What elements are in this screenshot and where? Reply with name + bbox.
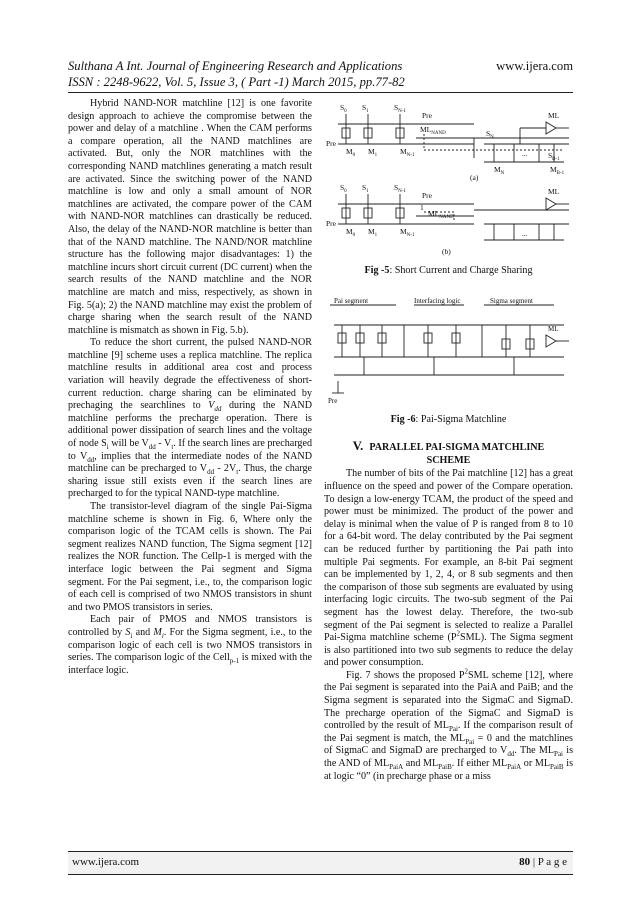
footer-page-number: 80 | P a g e bbox=[519, 856, 567, 868]
section-title-line1: PARALLEL PAI-SIGMA MATCHLINE bbox=[369, 442, 545, 454]
fig5-label-mn1: $M_{N-1}$ bbox=[400, 147, 415, 158]
header-journal-line: Sulthana A Int. Journal of Engineering Research and Applications bbox=[68, 59, 403, 73]
text-run: is at logic “0” (in precharge phase or a miss bbox=[324, 758, 573, 782]
fig6-label-ml: ML bbox=[548, 325, 559, 334]
figure-6-circuit-diagram bbox=[324, 295, 573, 407]
text-run: will be V bbox=[111, 438, 149, 450]
section-number: V. bbox=[352, 439, 364, 454]
section-title-line2: SCHEME bbox=[426, 455, 471, 467]
fig5-label-sb1: $S_{B-1}$ bbox=[548, 151, 560, 162]
fig5-label-pre-left-b: Pre bbox=[326, 219, 336, 228]
fig5-label-sn1-b: $S_{N-1}$ bbox=[394, 183, 406, 194]
figure-6-caption-text: : Pai-Sigma Matchline bbox=[415, 413, 507, 425]
text-run: . If the search lines are precharged to V bbox=[68, 438, 312, 462]
text-run: during the NAND matchline performs the precharge operation. There is additional power dissipation of search lines and the voltage of node S bbox=[68, 400, 312, 450]
fig5-label-one-b: 1 bbox=[420, 203, 424, 212]
paragraph-pulsed-nand-nor: To reduce the short current, the pulsed NAND-NOR matchline [9] scheme uses a replica matchline. The replica matchline results in additional area cost and process variation will heavily degrade the effectiveness of short-current reduction. charge sharing can be eliminated by prechaging the searchlines to $V_{dd}$ during the NAND matchline performs the precharge operation. There is additional power dissipation of search lines and the voltage of node $S_i$ will be $V_{dd} - V_t$. If the search lines are precharged to $V_{dd}$, implies that the intermediate nodes of the NAND matchline can be precharged to $V_{dd} - 2V_t$. Thus, the charge sharing issue still exists even if the search lines are precharged to for the typical NAND-type matchline. bbox=[68, 337, 312, 500]
paragraph-pmos-nmos: Each pair of PMOS and NMOS transistors is controlled by $S_i$ and $M_i$. For the Sigma segment, i.e., to the comparison logic of each cell is two NMOS transistors in series. The comparison logic of the Cell$_{p-1}$ is mixed with the interface logic. bbox=[68, 614, 312, 676]
figure-5-caption-text: : Short Current and Charge Sharing bbox=[389, 264, 533, 276]
text-run: = 0 and the matchlines of SigmaC and SigmaD are precharged to V bbox=[324, 732, 573, 757]
text-run: Fig. 7 shows the proposed P bbox=[346, 669, 465, 681]
text-run: The number of bits of the Pai matchline [12] has a great influence on the speed and power of the Compare operation. To design a low-energy TCAM, the product of the speed and power must be minimized. The product of the power and delay is minimal when the value of P is ranged from 8 to 10 for a 64-bit word. The delay contributed by the Pai segment can be reduced further by partitioning the Pai path into multiple Pai segments. For example, an 8-bit Pai segment can be implemented by 1, 2, 4, or 8 sub segments and then the comparison of those sub segments are evaluated by using interfacing logic circuits. The two-sub segment of the Pai segment has the lowest delay. Therefore, the two-sub segment of the Pai segment is selected to realize a Parallel Pai-Sigma matchline scheme (P bbox=[324, 468, 573, 644]
text-run: To reduce the short current, the pulsed NAND-NOR matchline [9] scheme uses a replica matchline. The replica matchline results in additional area cost and process variation will heavily degrade the effectiveness of short-current reduction. charge sharing can be eliminated by prechaging the searchlines to bbox=[68, 337, 312, 412]
fig5-label-pre-a: Pre bbox=[422, 111, 432, 120]
section-heading bbox=[324, 440, 573, 467]
text-run: . Thus, the charge sharing issue still exists even if the search lines are precharged to for the typical NAND-type matchline. bbox=[68, 463, 312, 500]
fig5-label-mlnand-a: $ML_{NAND}$ bbox=[420, 125, 446, 136]
fig5-label-mlnand-b: $ML_{NAND}$ bbox=[428, 209, 454, 220]
fig5-label-s0: $S_0$ bbox=[340, 103, 347, 114]
fig5-label-b: (b) bbox=[442, 247, 451, 256]
fig5-label-a: (a) bbox=[470, 173, 479, 182]
text-run: or ML bbox=[523, 758, 550, 770]
page-footer bbox=[68, 851, 573, 875]
header-issn-line: ISSN : 2248-9622, Vol. 5, Issue 3, ( Part -1) March 2015, pp.77-82 bbox=[68, 75, 405, 89]
fig5-label-ml-a: ML bbox=[548, 111, 560, 120]
fig6-label-pre: Pre bbox=[328, 397, 338, 406]
paragraph-p2sml: Fig. 7 shows the proposed $P^2SML$ scheme [12], where the Pai segment is separated into the PaiA and PaiB; and the Sigma segment is separated into the SigmaC and SigmaD. The precharge operation of the SigmaC and SigmaD is controlled by the result of $ML_{Pai}$. If the comparison result of the Pai segment is match, the $ML_{Pai} = 0$ and the matchlines of SigmaC and SigmaD are precharged to $V_{dd}$. The $ML_{Pai}$ is the AND of $ML_{PaiA}$ and $ML_{PaiB}$. If either $ML_{PaiA}$ or $ML_{PaiB}$ is at logic “0” (in precharge phase or a miss bbox=[324, 667, 574, 782]
figure-5 bbox=[324, 98, 573, 277]
text-run: SML). The Sigma segment is also partitioned into two sub segments to reduce the delay and power consumption. bbox=[324, 632, 574, 669]
text-run: is the AND of ML bbox=[324, 745, 573, 770]
figure-5-caption bbox=[324, 265, 573, 278]
fig5-label-s1: $S_1$ bbox=[362, 103, 369, 114]
fig5-dots-a: ... bbox=[522, 149, 528, 158]
fig5-label-s1-b: $S_1$ bbox=[362, 183, 369, 194]
figure-5-circuit-diagram bbox=[324, 98, 573, 258]
fig5-label-m1-b: $M_1$ bbox=[368, 227, 378, 238]
fig5-label-s0-b: $S_0$ bbox=[340, 183, 347, 194]
figure-6 bbox=[324, 295, 573, 426]
text-run: . If either ML bbox=[451, 758, 508, 770]
text-run: SML scheme [12], where the Pai segment is separated into the PaiA and PaiB; and the Sigma segment is separated into the SigmaC and SigmaD. The precharge operation of the SigmaC and SigmaD is controlled by the result of ML bbox=[324, 669, 574, 732]
header-url[interactable]: www.ijera.com bbox=[496, 59, 573, 73]
figure-6-caption bbox=[324, 414, 573, 427]
fig5-label-mn: $M_N$ bbox=[494, 165, 505, 176]
fig5-label-m0-b: $M_0$ bbox=[346, 227, 356, 238]
paragraph-pai-bits: The number of bits of the Pai matchline [12] has a great influence on the speed and power of the Compare operation. To design a low-energy TCAM, the product of the speed and power must be minimized. The product of the power and delay is minimal when the value of P is ranged from 8 to 10 for a 64-bit word. The delay contributed by the Pai segment can be reduced further by partitioning the Pai path into multiple Pai segments. For example, an 8-bit Pai segment can be implemented by 1, 2, 4, or 8 sub segments and then the comparison of those sub segments are evaluated by using interfacing logic circuits. The two-sub segment of the Pai segment has the lowest delay. Therefore, the two-sub segment of the Pai segment is selected to realize a Parallel Pai-Sigma matchline scheme $(P^2SML)$. The Sigma segment is also partitioned into two sub segments to reduce the delay and power consumption. bbox=[324, 468, 574, 669]
fig5-label-ml-b: ML bbox=[548, 187, 560, 196]
fig5-label-mb1: $M_{B-1}$ bbox=[550, 165, 565, 176]
text-run: Each pair of PMOS and NMOS transistors is controlled by bbox=[68, 614, 312, 638]
text-run: , implies that the intermediate nodes of the NAND matchline can be precharged to V bbox=[68, 450, 312, 475]
fig5-label-pre-b: Pre bbox=[422, 191, 432, 200]
paragraph-text: Hybrid NAND-NOR matchline [12] is one favorite design approach to achieve the compromise between the power and delay of a matchline . When the CAM performs a compare operation, all the NAND matchlines are activated. But, only the NOR matchlines with the corresponding NAND matchlines generating a match result are activated. Since the switching power of the NAND matchline is low and only a small amount of NOR matchlines are activated, the compare power of the CAM with NAND-NOR matchlines can drastically be reduced. Also, the delay of the NAND-NOR matchline is better than that of the NAND matchline. The NAND/NOR matchline structure has the following major disadvantages: 1) the matchline incurs short circuit current (DC current) when the search results of the NAND matchline and the NOR matchline are match and miss, respectively, as shown in Fig. 5(a); 2) the NAND matchline may exist the problem of charge sharing when the search result of the NAND matchline is mismatch as shown in Fig. 5.b). bbox=[68, 98, 312, 336]
footer-url[interactable]: www.ijera.com bbox=[72, 856, 140, 868]
fig6-label-interfacing-logic: Interfacing logic bbox=[414, 297, 461, 306]
text-run: - V bbox=[158, 438, 172, 450]
paragraph-text: The transistor-level diagram of the single Pai-Sigma matchline scheme is shown in Fig. 6, Where only the comparison logic of the TCAM cells is shown. The Pai segment realizes NAND function, The Sigma segment [12] realizes the NOR function. The Cellp-1 is merged with the interface logic between the Pai segment and Sigma segment. For the Pai segment, i.e., to, the comparison logic of each cell is comprised of two NMOS transistors in shunt and two PMOS transistors in series. bbox=[68, 501, 312, 613]
left-column bbox=[68, 98, 312, 677]
figure-6-caption-label: Fig -6 bbox=[390, 413, 416, 425]
text-run: - 2V bbox=[217, 463, 237, 475]
text-run: . The ML bbox=[514, 745, 555, 757]
fig5-label-m0: $M_0$ bbox=[346, 147, 356, 158]
vdd-symbol: $V_{dd}$ bbox=[208, 400, 222, 414]
text-run: and ML bbox=[405, 758, 439, 770]
text-run: and bbox=[135, 626, 151, 638]
running-header bbox=[68, 58, 573, 90]
right-column bbox=[324, 98, 573, 783]
fig5-dots-b: ... bbox=[522, 229, 528, 238]
paragraph-transistor-diagram bbox=[68, 501, 312, 614]
fig5-label-m1: $M_1$ bbox=[368, 147, 378, 158]
fig6-label-sigma-segment: Sigma segment bbox=[490, 297, 533, 306]
fig5-label-sn: $S_N$ bbox=[486, 129, 494, 140]
fig5-label-sn1: $S_{N-1}$ bbox=[394, 103, 406, 114]
fig5-label-mn1-b: $M_{N-1}$ bbox=[400, 227, 415, 238]
fig5-label-pre-left-a: Pre bbox=[326, 139, 336, 148]
text-run: . For the Sigma segment, i.e., to the comparison logic of each cell is two NMOS transistors in series. The comparison logic of the Cell bbox=[68, 626, 312, 664]
text-run: . If the comparison result of the Pai segment is match, the ML bbox=[324, 720, 573, 744]
fig6-label-pai-segment: Pai segment bbox=[334, 297, 369, 306]
text-run: is mixed with the interface logic. bbox=[68, 652, 312, 676]
paragraph-hybrid-nand-nor bbox=[68, 98, 312, 337]
header-rule bbox=[68, 92, 573, 93]
figure-5-caption-label: Fig -5 bbox=[364, 264, 390, 276]
